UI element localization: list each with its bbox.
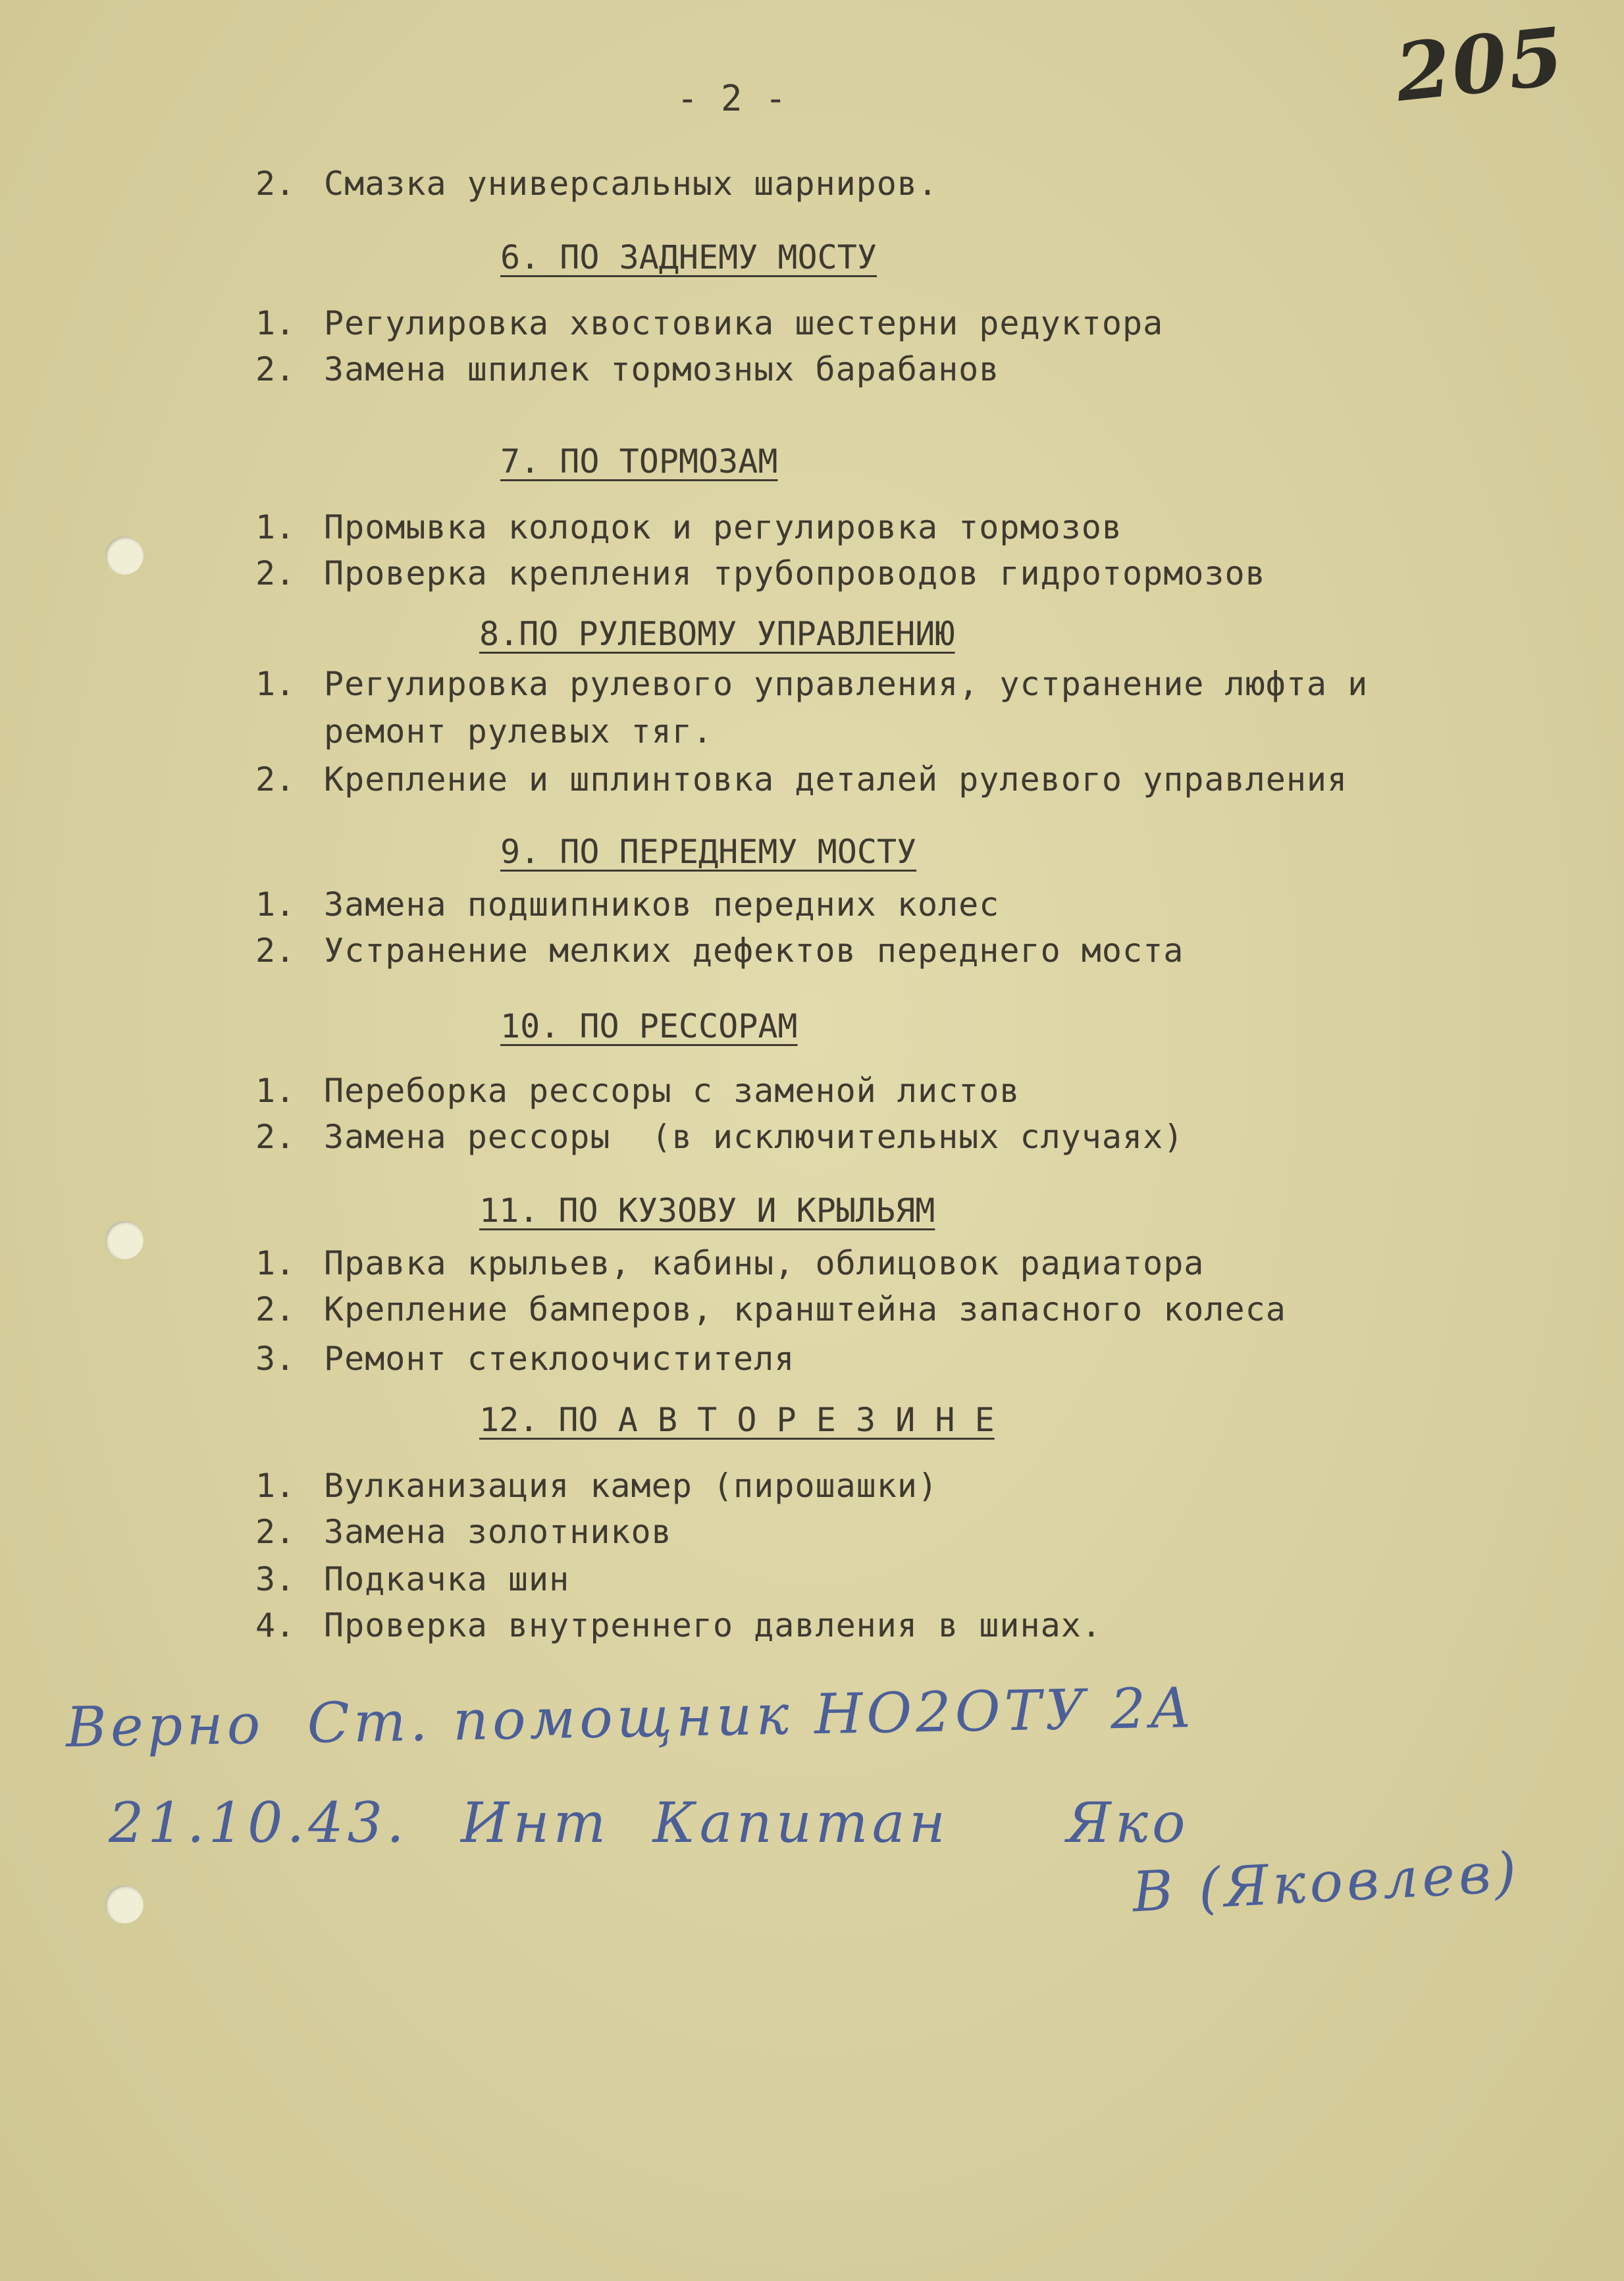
item-number: 1. <box>255 885 296 924</box>
item-number: 1. <box>255 1072 296 1110</box>
item-text: Замена золотников <box>324 1513 672 1551</box>
section-heading: 9. ПО ПЕРЕДНЕМУ МОСТУ <box>500 833 917 871</box>
item-number: 3. <box>255 1340 296 1378</box>
handwritten-rank: Инт Капитан <box>461 1791 949 1855</box>
handwritten-name: В (Яковлев) <box>1130 1839 1522 1925</box>
item-text: Промывка колодок и регулировка тормозов <box>324 508 1122 546</box>
item-number: 2. <box>255 1513 296 1551</box>
section-heading: 12. ПО А В Т О Р Е З И Н Е <box>479 1401 995 1439</box>
handwritten-signature: Яко <box>1066 1791 1190 1855</box>
item-number: 1. <box>255 304 296 342</box>
item-number: 3. <box>255 1560 296 1598</box>
item-text: Смазка универсальных шарниров. <box>324 165 939 203</box>
section-heading: 8.ПО РУЛЕВОМУ УПРАВЛЕНИЮ <box>479 615 955 653</box>
item-number: 2. <box>255 760 296 799</box>
item-text: Вулканизация камер (пирошашки) <box>324 1467 939 1505</box>
item-text: Ремонт стеклоочистителя <box>324 1340 795 1378</box>
item-text: Регулировка рулевого управления, устранение люфта и <box>324 665 1369 703</box>
item-number: 2. <box>255 554 296 592</box>
section-heading: 11. ПО КУЗОВУ И КРЫЛЬЯМ <box>479 1192 935 1230</box>
handwritten-date: 21.10.43. <box>109 1791 408 1855</box>
section-heading: 10. ПО РЕССОРАМ <box>500 1007 798 1045</box>
item-text-continuation: ремонт рулевых тяг. <box>324 712 713 750</box>
section-heading: 6. ПО ЗАДНЕМУ МОСТУ <box>500 238 877 276</box>
item-number: 2. <box>255 1290 296 1328</box>
punch-hole <box>105 1885 144 1924</box>
item-number: 1. <box>255 508 296 546</box>
item-text: Замена подшипников передних колес <box>324 885 1000 924</box>
item-text: Замена шпилек тормозных барабанов <box>324 350 1000 388</box>
handwritten-certification: Верно Ст. помощник НО2ОТУ 2А <box>65 1675 1196 1760</box>
item-number: 1. <box>255 1244 296 1282</box>
item-text: Крепление и шплинтовка деталей рулевого управления <box>324 760 1348 799</box>
item-number: 2. <box>255 1118 296 1156</box>
item-text: Регулировка хвостовика шестерни редуктора <box>324 304 1164 342</box>
punch-hole <box>105 537 144 575</box>
section-heading: 7. ПО ТОРМОЗАМ <box>500 442 778 481</box>
item-text: Правка крыльев, кабины, облицовок радиатора <box>324 1244 1205 1282</box>
item-number: 4. <box>255 1606 296 1644</box>
item-text: Переборка рессоры с заменой листов <box>324 1072 1020 1110</box>
item-text: Замена рессоры (в исключительных случаях) <box>324 1118 1184 1156</box>
punch-hole <box>105 1221 144 1259</box>
archive-number: 205 <box>1391 9 1569 120</box>
item-text: Подкачка шин <box>324 1560 570 1598</box>
item-number: 2. <box>255 931 296 970</box>
item-number: 1. <box>255 1467 296 1505</box>
item-text: Проверка крепления трубопроводов гидротормозов <box>324 554 1266 592</box>
item-text: Проверка внутреннего давления в шинах. <box>324 1606 1102 1644</box>
item-number: 2. <box>255 165 296 203</box>
item-number: 2. <box>255 350 296 388</box>
item-number: 1. <box>255 665 296 703</box>
item-text: Крепление бамперов, кранштейна запасного колеса <box>324 1290 1286 1328</box>
page-number: - 2 - <box>677 78 787 119</box>
item-text: Устранение мелких дефектов переднего моста <box>324 931 1184 970</box>
